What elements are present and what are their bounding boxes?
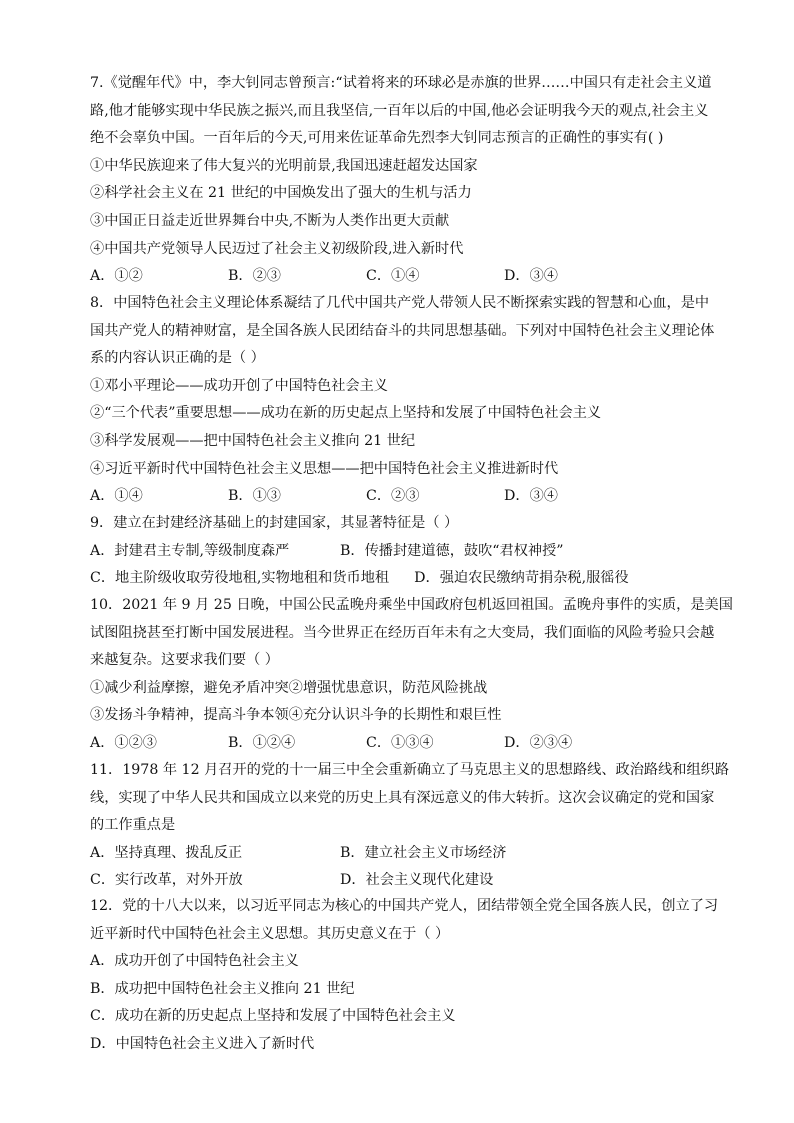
question-9-option-c[interactable]: C．地主阶级收取劳役地租,实物地租和货币地租	[90, 570, 390, 587]
question-10-option-d[interactable]: D．②③④	[504, 734, 573, 751]
question-11-stem-line-2: 线，实现了中华人民共和国成立以来党的历史上具有深远意义的伟大转折。这次会议确定的党和国家	[90, 789, 715, 806]
question-11-option-d[interactable]: D．社会主义现代化建设	[340, 872, 494, 889]
question-10-items-line-1: ①减少利益摩擦，避免矛盾冲突②增强忧患意识，防范风险挑战	[90, 679, 488, 696]
question-7-stem-line-2: 路,他才能够实现中华民族之振兴,而且我坚信,一百年以后的中国,他必会证明我今天的观点,社会主义	[90, 102, 709, 119]
question-9-stem: 9．建立在封建经济基础上的封建国家，其显著特征是（ ）	[90, 515, 459, 531]
question-9	[90, 510, 714, 593]
question-11-stem-line-3: 的工作重点是	[90, 817, 176, 834]
question-8-item-2: ②“三个代表”重要思想——成功在新的历史起点上坚持和发展了中国特色社会主义	[90, 405, 602, 422]
question-10-option-b[interactable]: B．①②④	[228, 734, 296, 751]
question-10-stem-line-2: 试图阻挠甚至打断中国发展进程。当今世界正在经历百年未有之大变局，我们面临的风险考验只会越	[90, 624, 715, 641]
question-12-stem-line-2: 近平新时代中国特色社会主义思想。其历史意义在于（ ）	[90, 925, 450, 942]
question-7-item-3: ③中国正日益走近世界舞台中央,不断为人类作出更大贡献	[90, 212, 450, 229]
question-7-stem-line-3: 绝不会辜负中国。一百年后的今天,可用来佐证革命先烈李大钊同志预言的正确性的事实有( )	[90, 130, 664, 147]
question-9-option-d[interactable]: D．强迫农民缴纳苛捐杂税,服徭役	[414, 570, 629, 587]
question-9-options-row-2	[90, 565, 714, 593]
question-10-stem-line-3: 来越复杂。这要求我们要（ ）	[90, 652, 279, 669]
question-12	[90, 893, 719, 1059]
question-11-stem-line-1: 11．1978 年 12 月召开的党的十一届三中全会重新确立了马克思主义的思想路线、政治路线和组织路	[90, 762, 730, 778]
question-7-stem-line-1: 7.《觉醒年代》中，李大钊同志曾预言:“试着将来的环球必是赤旗的世界……中国只有走社会主义道	[90, 75, 712, 91]
question-8-item-4: ④习近平新时代中国特色社会主义思想——把中国特色社会主义推进新时代	[90, 460, 559, 477]
question-11-option-a[interactable]: A．坚持真理、拨乱反正	[90, 844, 243, 861]
question-8-option-a[interactable]: A．①④	[90, 488, 143, 505]
question-9-options-row-1	[90, 538, 714, 566]
question-7	[90, 70, 714, 291]
question-8-option-b[interactable]: B．①③	[228, 488, 281, 505]
question-11-options-row-2	[90, 867, 714, 895]
question-10-option-a[interactable]: A．①②③	[90, 734, 157, 751]
question-10	[90, 592, 733, 758]
question-7-option-c[interactable]: C．①④	[366, 268, 420, 285]
question-8	[90, 290, 714, 511]
question-11-option-b[interactable]: B．建立社会主义市场经济	[340, 844, 507, 861]
question-11-options-row-1	[90, 840, 714, 868]
question-12-option-a[interactable]: A．成功开创了中国特色社会主义	[90, 953, 299, 970]
question-7-item-1: ①中华民族迎来了伟大复兴的光明前景,我国迅速赶超发达国家	[90, 157, 478, 174]
question-11-option-c[interactable]: C．实行改革，对外开放	[90, 872, 243, 889]
question-8-options	[90, 483, 714, 511]
question-8-item-3: ③科学发展观——把中国特色社会主义推向 21 世纪	[90, 432, 416, 449]
question-8-stem-line-2: 国共产党人的精神财富，是全国各族人民团结奋斗的共同思想基础。下列对中国特色社会主义理论体	[90, 322, 715, 339]
question-8-option-d[interactable]: D．③④	[504, 488, 558, 505]
question-7-option-d[interactable]: D．③④	[504, 268, 558, 285]
question-7-options	[90, 263, 714, 291]
question-8-stem-line-1: 8．中国特色社会主义理论体系凝结了几代中国共产党人带领人民不断探索实践的智慧和心血，是中	[90, 295, 710, 311]
question-12-stem-line-1: 12．党的十八大以来，以习近平同志为核心的中国共产党人，团结带领全党全国各族人民，创立了习	[90, 898, 719, 914]
question-10-items-line-2: ③发扬斗争精神，提高斗争本领④充分认识斗争的长期性和艰巨性	[90, 707, 502, 724]
question-7-option-a[interactable]: A．①②	[90, 268, 143, 285]
question-11	[90, 757, 730, 895]
question-10-option-c[interactable]: C．①③④	[366, 734, 434, 751]
question-7-option-b[interactable]: B．②③	[228, 268, 281, 285]
question-12-option-b[interactable]: B．成功把中国特色社会主义推向 21 世纪	[90, 980, 355, 997]
question-10-options	[90, 730, 714, 758]
question-8-option-c[interactable]: C．②③	[366, 488, 420, 505]
question-8-stem-line-3: 系的内容认识正确的是（ ）	[90, 350, 265, 367]
question-10-stem-line-1: 10．2021 年 9 月 25 日晚，中国公民孟晚舟乘坐中国政府包机返回祖国。孟晚舟事件的实质，是美国	[90, 597, 733, 613]
question-9-option-a[interactable]: A．封建君主专制,等级制度森严	[90, 542, 290, 559]
question-12-option-d[interactable]: D．中国特色社会主义进入了新时代	[90, 1035, 315, 1052]
question-7-item-2: ②科学社会主义在 21 世纪的中国焕发出了强大的生机与活力	[90, 185, 472, 202]
question-9-option-b[interactable]: B．传播封建道德，鼓吹“君权神授”	[340, 542, 564, 559]
question-8-item-1: ①邓小平理论——成功开创了中国特色社会主义	[90, 377, 388, 394]
question-12-option-c[interactable]: C．成功在新的历史起点上坚持和发展了中国特色社会主义	[90, 1008, 456, 1025]
question-7-item-4: ④中国共产党领导人民迈过了社会主义初级阶段,进入新时代	[90, 240, 464, 257]
